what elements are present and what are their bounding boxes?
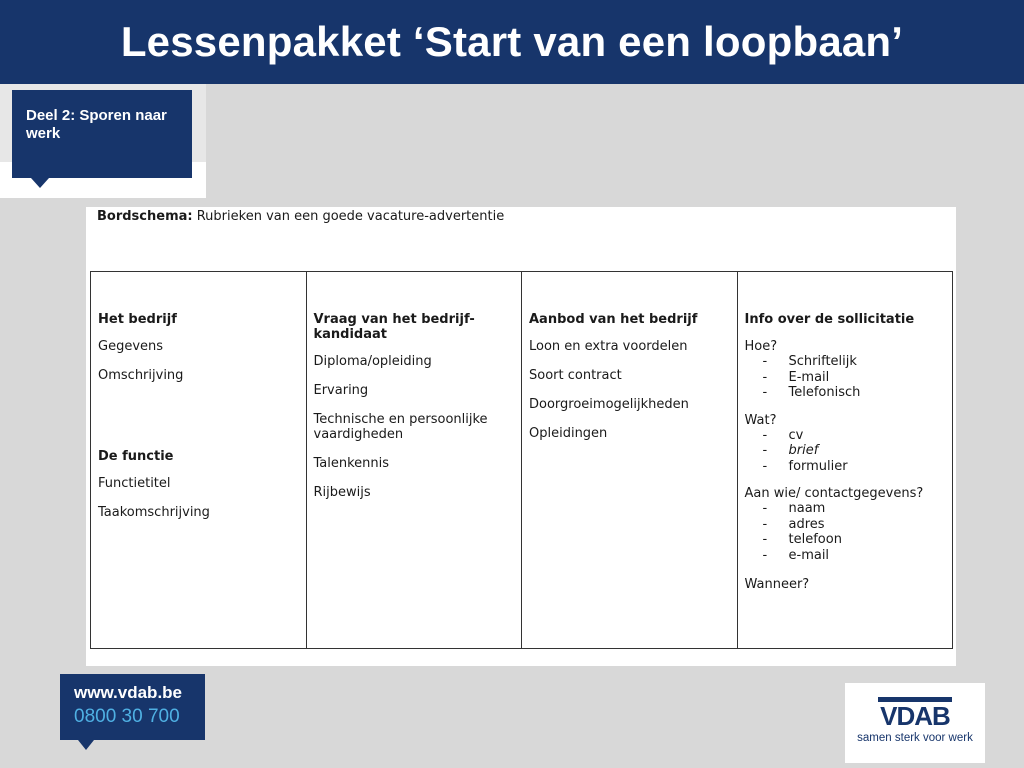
question-hoe: Hoe? [744, 339, 778, 354]
vdab-logo-mark [870, 697, 960, 731]
list-item: - adres [762, 516, 825, 532]
bordschema-line [97, 209, 504, 224]
column-item: Loon en extra voordelen [529, 339, 688, 354]
vdab-logo [845, 683, 985, 763]
bordschema-text: Rubrieken van een goede vacature-advertentie [196, 209, 505, 224]
column-item: Soort contract [529, 368, 622, 383]
list-item: - e-mail [762, 547, 830, 563]
column-heading: Vraag van het bedrijf-kandidaat [313, 312, 475, 342]
column-item: Opleidingen [529, 426, 608, 441]
column-het-bedrijf [91, 272, 307, 648]
column-heading: De functie [98, 449, 174, 464]
column-vraag [307, 272, 523, 648]
column-item: Omschrijving [98, 368, 184, 383]
rubrieken-table [90, 271, 953, 649]
column-info-sollicitatie [738, 272, 953, 648]
list-item: - Schriftelijk [762, 354, 857, 369]
website-link[interactable]: www.vdab.be [74, 683, 183, 702]
question-wanneer: Wanneer? [744, 577, 810, 592]
question-aan-wie: Aan wie/ contactgegevens? [744, 486, 924, 501]
column-heading: Aanbod van het bedrijf [529, 312, 698, 327]
list-item: - telefoon [762, 532, 842, 547]
slide-title: Lessenpakket ‘Start van een loopbaan’ [0, 0, 1024, 84]
bordschema-label: Bordschema: [97, 209, 193, 224]
column-item: Gegevens [98, 339, 164, 354]
section-tag: Deel 2: Sporen naar werk [12, 90, 192, 178]
column-item: Technische en persoonlijke vaardigheden [313, 412, 488, 442]
column-item: Talenkennis [313, 456, 390, 471]
phone-number: 0800 30 700 [74, 706, 180, 727]
column-aanbod [522, 272, 738, 648]
column-item: Rijbewijs [313, 485, 371, 500]
section-tag-area [0, 84, 206, 198]
column-item: Taakomschrijving [98, 505, 210, 520]
scanned-document [86, 207, 956, 666]
list-item: - brief [762, 443, 819, 458]
logo-text: VDAB [880, 701, 950, 731]
section-tag-pointer [31, 178, 49, 188]
column-item: Ervaring [313, 383, 369, 398]
list-item: - Telefonisch [762, 385, 861, 400]
column-item: Functietitel [98, 476, 171, 491]
column-item: Doorgroeimogelijkheden [529, 397, 689, 412]
list-item: - E-mail [762, 369, 830, 385]
contact-box [60, 674, 205, 740]
list-item: - formulier [762, 458, 848, 474]
list-item: - cv [762, 427, 804, 443]
column-heading: Info over de sollicitatie [744, 312, 915, 327]
list-item: - naam [762, 501, 826, 516]
column-heading: Het bedrijf [98, 312, 177, 327]
contact-box-pointer [78, 740, 94, 750]
column-item: Diploma/opleiding [313, 354, 432, 369]
question-wat: Wat? [744, 412, 777, 428]
logo-tagline: samen sterk voor werk [857, 732, 973, 744]
